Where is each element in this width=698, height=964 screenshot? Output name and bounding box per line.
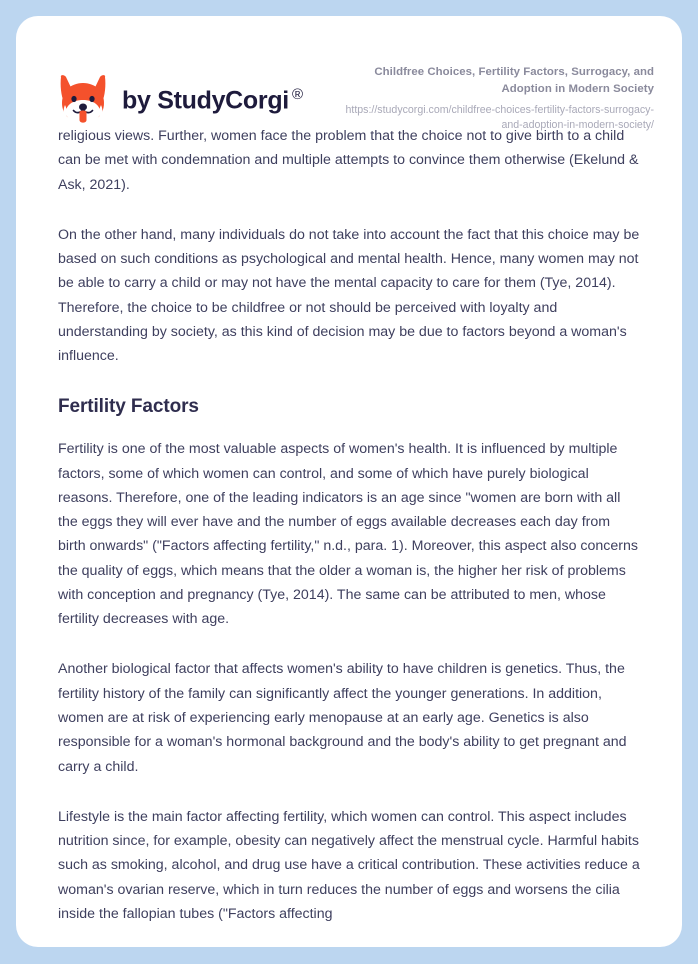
paragraph-genetics: Another biological factor that affects women's ability to have children is genetics. Thus, the fertility history of the family can significantly affect the younger generations. In addition, women are at risk of experiencing early menopause at an early age. Genetics is also responsible for a woman's hormonal background and the body's ability to get pregnant and carry a child. (58, 661, 627, 775)
corgi-head-icon (58, 74, 108, 126)
header-document-meta (303, 62, 654, 134)
paragraph-other-hand: On the other hand, many individuals do not take into account the fact that this choice may be based on such conditions as psychological and mental health. Hence, many women may not be able to carry a child or may not have the mental capacity to care for them (Tye, 2014). Therefore, the choice to be childfree or not should be perceived with loyalty and understanding by society, as this kind of decision may be due to factors beyond a woman's influence. (58, 226, 640, 365)
paragraph-religious-views: religious views. Further, women face the problem that the choice not to give birth to a child can be met with condemnation and multiple attempts to convince them otherwise (Ekelund & Ask, 2021). (58, 128, 639, 193)
brand-name-text: by StudyCorgi (122, 86, 289, 115)
brand-wordmark (122, 87, 303, 113)
registered-trademark-icon: ® (291, 85, 303, 103)
document-title: Childfree Choices, Fertility Factors, Surrogacy, and Adoption in Modern Society (374, 66, 654, 95)
document-body (16, 124, 682, 926)
section-heading-fertility-factors: Fertility Factors (58, 395, 199, 417)
paragraph-fertility-age: Fertility is one of the most valuable aspects of women's health. It is influenced by multiple factors, some of which women can control, and some of which have purely biological reasons. Therefore, one of the leading indicators is an age since "women are born with all the eggs they will ever have and the number of eggs available decreases each day from birth onwards" ("Factors affecting fertility," n.d., para. 1). Moreover, this aspect also concerns the quality of eggs, which means that the older a woman is, the higher her risk of problems with conception and pregnancy (Tye, 2014). The same can be attributed to men, whose fertility decreases with age. (58, 441, 638, 628)
document-source-url[interactable]: https://studycorgi.com/childfree-choices-fertility-factors-surrogacy-and-adoption-in-modern-society/ (345, 104, 654, 132)
brand-logo-group (58, 62, 303, 126)
paragraph-lifestyle: Lifestyle is the main factor affecting fertility, which women can control. This aspect includes nutrition since, for example, obesity can negatively affect the menstrual cycle. Harmful habits such as smoking, alcohol, and drug use have a critical contribution. These activities reduce a woman's ovarian reserve, which in turn reduces the number of eggs and worsens the cilia inside the fallopian tubes ("Factors affecting (58, 808, 640, 922)
document-page-card (16, 16, 682, 947)
document-header (16, 16, 682, 132)
